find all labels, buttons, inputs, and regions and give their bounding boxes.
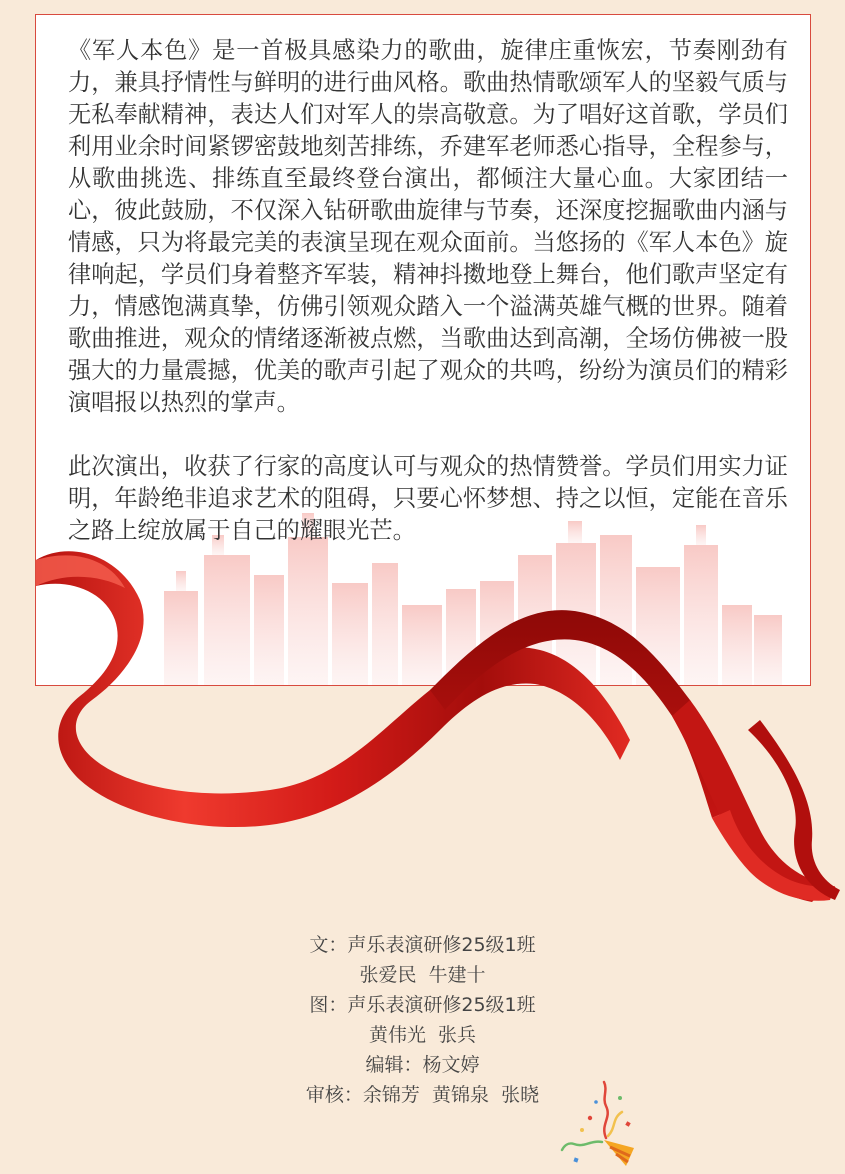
article-paragraph-1: 《军人本色》是一首极具感染力的歌曲，旋律庄重恢宏，节奏刚劲有力，兼具抒情性与鲜明的进行曲风格。歌曲热情歌颂军人的坚毅气质与无私奉献精神，表达人们对军人的崇高敬意。为了唱好这首歌，学员们利用业余时间紧锣密鼓地刻苦排练，乔建军老师悉心指导，全程参与，从歌曲挑选、排练直至最终登台演出，都倾注大量心血。大家团结一心，彼此鼓励，不仅深入钻研歌曲旋律与节奏，还深度挖掘歌曲内涵与情感，只为将最完美的表演呈现在观众面前。当悠扬的《军人本色》旋律响起，学员们身着整齐军装，精神抖擞地登上舞台，他们歌声坚定有力，情感饱满真挚，仿佛引领观众踏入一个溢满英雄气概的世界。随着歌曲推进，观众的情绪逐渐被点燃，当歌曲达到高潮，全场仿佛被一股强大的力量震撼，优美的歌声引起了观众的共鸣，纷纷为演员们的精彩演唱报以热烈的掌声。 [68,37,788,416]
credits-block [0,930,845,1110]
article-paragraph-2: 此次演出，收获了行家的高度认可与观众的热情赞誉。学员们用实力证明，年龄绝非追求艺术的阻碍，只要心怀梦想、持之以恒，定能在音乐之路上绽放属于自己的耀眼光芒。 [68,453,788,544]
credit-editor: 编辑：杨文婷 [365,1054,480,1076]
credit-text-author: 文：声乐表演研修25级1班 [309,934,536,956]
credit-text-names: 张爱民 牛建十 [359,964,486,986]
credit-photo-names: 黄伟光 张兵 [368,1024,477,1046]
credit-reviewers: 审核：余锦芳 黄锦泉 张晓 [305,1084,540,1106]
party-popper-icon [560,1078,650,1170]
credit-photo-author: 图：声乐表演研修25级1班 [309,994,536,1016]
